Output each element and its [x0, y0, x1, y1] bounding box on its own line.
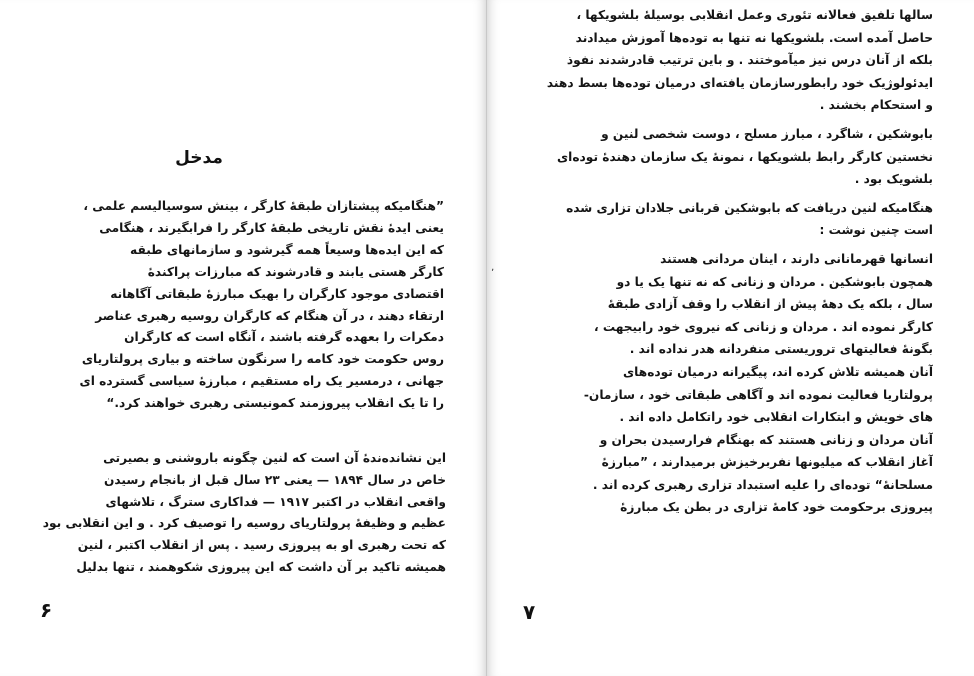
right-page — [487, 0, 974, 676]
quote-line: اقتصادی موجود کارگران را بهیک مبارزهٔ طبقاتی آگاهانه — [110, 286, 444, 301]
body-line: که تحت رهبری او به پیروزی رسید . پس از انقلاب اکتبر ، لنین — [77, 538, 446, 553]
quote-line: کارگر هستی یابند و قادرشوند که مبارزات پراکندهٔ — [147, 264, 444, 279]
body-line: واقعی انقلاب در اکتبر ۱۹۱۷ — فداکاری سترگ ، تلاشهای — [105, 494, 446, 509]
body-line: سالها تلفیق فعالانه تئوری وعمل انقلابی بوسیلهٔ بلشویکها ، — [576, 8, 933, 22]
right-body-text — [531, 4, 933, 519]
margin-mark: ٬ — [491, 268, 495, 279]
quote-line: کارگر نموده اند . مردان و زنانی که نیروی خود رابیجهت ، — [593, 319, 933, 334]
body-line: بلشویک بود . — [854, 172, 933, 187]
body-line: عظیم و وظیفهٔ پرولتاریای روسیه را توصیف کرد . و این انقلابی بود — [42, 516, 446, 531]
body-line: است چنین نوشت : — [819, 223, 933, 238]
quote-line: ”هنگامیکه پیشتازان طبقهٔ کارگر ، بینش سوسیالیسم علمی ، — [83, 199, 444, 213]
quote-line: بگونهٔ فعالیتهای تروریستی منفردانه هدر نداده اند . — [629, 342, 933, 357]
quote-line: آنان همیشه تلاش کرده اند، پیگیرانه درمیان توده‌های — [623, 364, 933, 379]
quote-line: را تا یک انقلاب پیروزمند کمونیستی رهبری خواهند کرد.“ — [106, 396, 444, 411]
body-line: همیشه تاکید بر آن داشت که این پیروزی شکوهمند ، تنها بدلیل — [76, 559, 446, 574]
quote-line: انسانها قهرمانانی دارند ، اینان مردانی هستند — [660, 251, 933, 266]
quote-line: پیروزی برحکومت خود کامهٔ تزاری در بطن یک مبارزهٔ — [620, 500, 933, 515]
quote-line: مسلحانهٔ“ توده‌ای را علیه استبداد تزاری رهبری کرده اند . — [592, 477, 933, 492]
body-line: حاصل آمده است. بلشویکها نه تنها به توده‌ها آموزش میدادند — [575, 30, 933, 45]
body-line: هنگامیکه لنین دریافت که بابوشکین قربانی جلادان تزاری شده — [566, 200, 933, 215]
body-line: بلکه از آنان درس نیز میآموختند . و باین ترتیب قادرشدند نفوذ — [566, 53, 933, 68]
lenin-quote-block — [38, 196, 444, 415]
quote-line: آغاز انقلاب که میلیونها نفربرخیزش برمیدارند ، ”مبارزهٔ — [601, 455, 933, 470]
quote-line: آنان مردان و زنانی هستند که بهنگام فرارسیدن بحران و — [599, 432, 933, 447]
chapter-title: مدخل — [175, 148, 223, 168]
body-line: ایدئولوژیک خود رابطورسازمان یافته‌ای درمیان توده‌ها بسط دهند — [546, 75, 933, 90]
body-line: و استحکام بخشند . — [819, 98, 933, 113]
quote-line: ارتقاء دهند ، در آن هنگام که کارگران روسیه رهبری عناصر — [95, 308, 444, 323]
quote-line: پرولتاریا فعالیت نموده اند و آگاهی طبقاتی خود ، سازمان- — [583, 387, 933, 402]
page-number-right: ۷ — [523, 600, 536, 624]
quote-line: یعنی ایده‌ٔ نقش تاریخی طبقهٔ کارگر را فرابگیرند ، هنگامی — [99, 220, 444, 235]
quote-line: سال ، بلکه یک دههٔ پیش از انقلاب را وقف آزادی طبقهٔ — [607, 297, 933, 312]
quote-line: همچون بابوشکین . مردان و زنانی که نه تنها یک یا دو — [616, 274, 933, 289]
body-line: نخستین کارگر رابط بلشویکها ، نمونهٔ یک سازمان دهندهٔ توده‌ای — [557, 149, 933, 164]
quote-line: که این ایده‌ها وسیعاً همه گیرشود و سازمانهای طبقه — [130, 242, 444, 257]
left-body-paragraph — [36, 448, 446, 579]
quote-line: دمکرات را بعهده گرفته باشند ، آنگاه است که کارگران — [124, 330, 444, 345]
body-line: بابوشکین ، شاگرد ، مبارز مسلح ، دوست شخصی لنین و — [601, 126, 933, 141]
body-line: خاص در سال ۱۸۹۴ — یعنی ۲۳ سال قبل از بانجام رسیدن — [103, 472, 446, 487]
page-number-left: ۶ — [40, 598, 53, 622]
quote-line: روس حکومت خود کامه را سرنگون ساخته و بیاری پرولتاریای — [81, 352, 444, 367]
quote-line: جهانی ، درمسیر یک راه مستقیم ، مبارزهٔ سیاسی گسترده ای — [79, 374, 444, 389]
quote-line: های خویش و ابتکارات انقلابی خود راتکامل داده اند . — [619, 410, 933, 425]
body-line: این نشانده‌ندهٔ آن است که لنین چگونه باروشنی و بصیرتی — [103, 451, 446, 465]
